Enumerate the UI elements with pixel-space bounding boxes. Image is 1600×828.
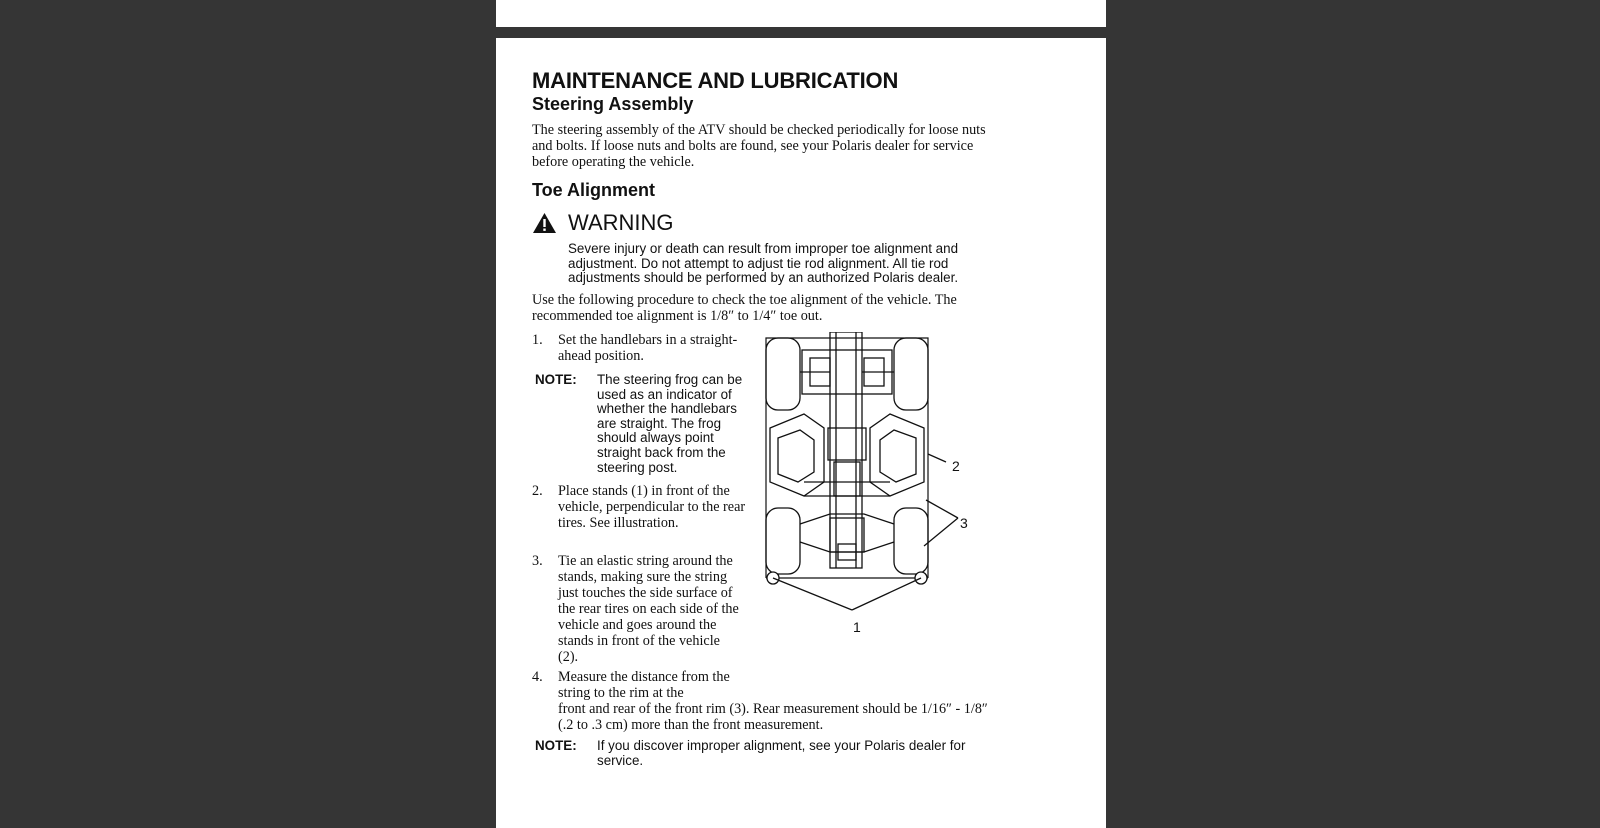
alignment-string <box>766 338 928 578</box>
warning-label: WARNING <box>568 210 674 235</box>
step-text-part1: Measure the distance from the string to the rim at the <box>558 669 730 701</box>
step-text: Set the handlebars in a straight-ahead position. <box>558 332 738 364</box>
callout-label-3: 3 <box>960 515 968 531</box>
step-text: Tie an elastic string around the stands, making sure the string just touches the side surface of the rear tires on each side of the vehicle and goes around the stands in front of the vehicle (2). <box>558 553 739 665</box>
step-text: Place stands (1) in front of the vehicle, perpendicular to the rear tires. See illustration. <box>558 483 746 531</box>
rear-right-tire <box>894 508 928 574</box>
note-text: The steering frog can be used as an indicator of whether the handlebars are straight. The frog should always point straight back from the steering post. <box>597 372 743 475</box>
callout-1-leader-right <box>852 578 921 610</box>
manual-page <box>496 38 1106 828</box>
callout-3-leader-top <box>924 518 958 546</box>
callout-2-leader <box>928 454 946 462</box>
callout-1-leader-left <box>773 578 852 610</box>
note-text: If you discover improper alignment, see your Polaris dealer for service. <box>597 738 966 768</box>
warning-triangle-icon <box>532 212 557 234</box>
rear-left-tire <box>766 508 800 574</box>
note-label: NOTE: <box>535 738 577 753</box>
step-number: 2. <box>532 483 543 499</box>
steering-assembly-text: The steering assembly of the ATV should be checked periodically for loose nuts and bolts. If loose nuts and bolts are found, see your Polaris dealer for service before operating the vehicle. <box>532 122 986 170</box>
callout-label-1: 1 <box>853 619 861 635</box>
step-number: 3. <box>532 553 543 569</box>
note-label: NOTE: <box>535 372 577 387</box>
front-left-tire <box>766 338 800 410</box>
step-number: 1. <box>532 332 543 348</box>
callout-3-leader-bottom <box>926 500 958 518</box>
atv-alignment-diagram <box>764 332 969 637</box>
procedure-intro: Use the following procedure to check the toe alignment of the vehicle. The recommended toe alignment is 1/8″ to 1/4″ toe out. <box>532 292 957 324</box>
frame-rail <box>830 332 862 568</box>
step-text-part2: front and rear of the front rim (3). Rear measurement should be 1/16″ - 1/8″ (.2 to .3 cm) more than the front measurement. <box>558 701 988 733</box>
warning-text: Severe injury or death can result from improper toe alignment and adjustment. Do not attempt to adjust tie rod alignment. All tie rod adjustments should be performed by an authorized Polaris dealer. <box>568 241 959 286</box>
callout-label-2: 2 <box>952 458 960 474</box>
previous-page-bottom <box>496 0 1106 27</box>
steering-assembly-heading: Steering Assembly <box>532 94 694 114</box>
warning-heading <box>532 210 674 236</box>
front-right-tire <box>894 338 928 410</box>
toe-alignment-heading: Toe Alignment <box>532 180 655 200</box>
step-number: 4. <box>532 669 543 685</box>
page-title: MAINTENANCE AND LUBRICATION <box>532 68 899 93</box>
